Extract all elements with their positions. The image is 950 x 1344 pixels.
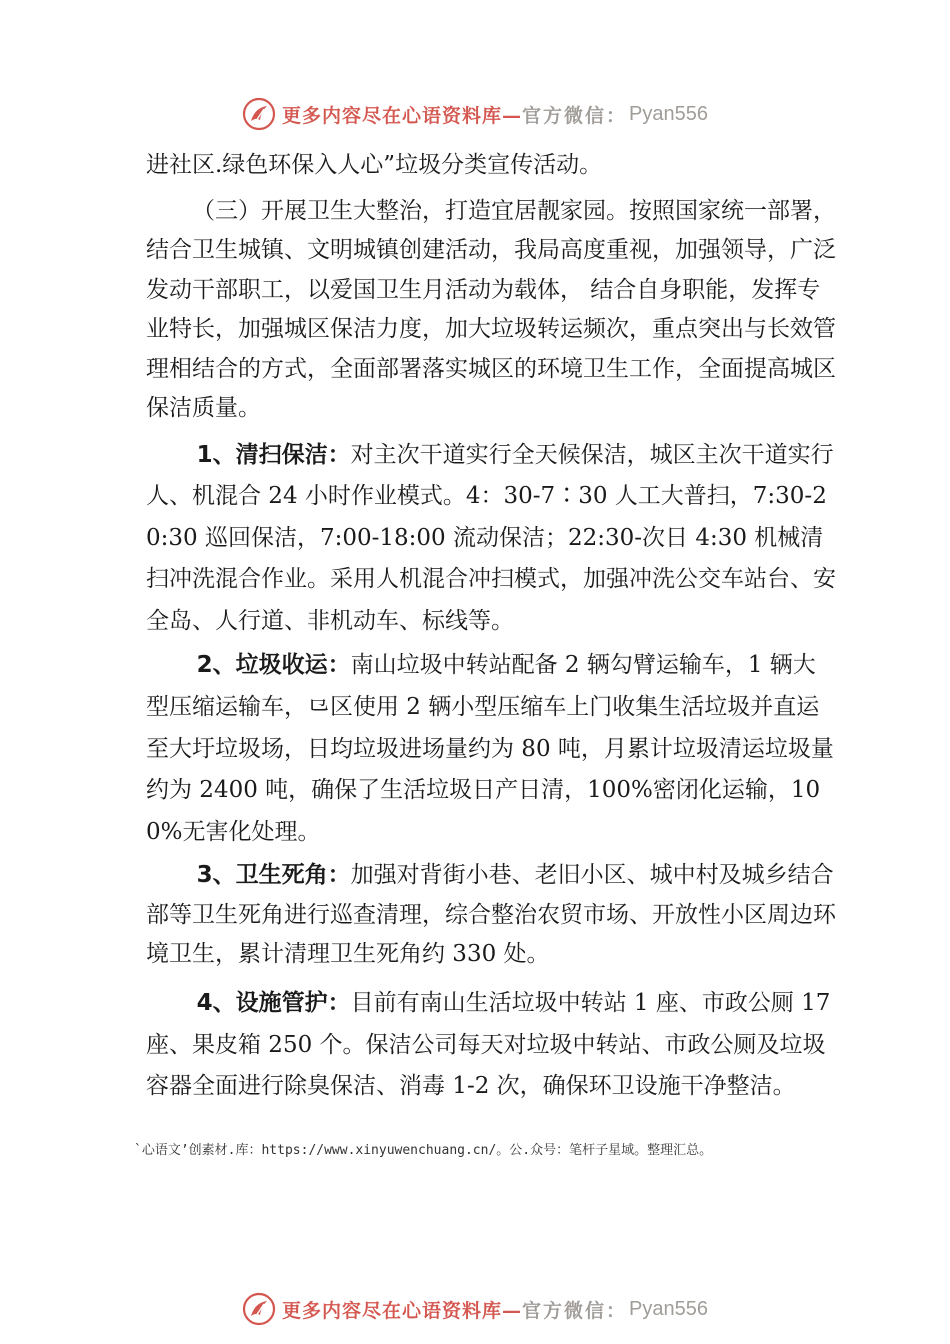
document-body <box>146 146 836 1108</box>
item-3-heading: 3、卫生死角： <box>196 862 351 889</box>
source-credit-line: `心语文’创素材.库：https://www.xinyuwenchuang.cn/。公.众号：笔杆子星域。整理汇总。 <box>134 1143 713 1158</box>
banner-wechat-id: Pyan556 <box>629 1297 708 1320</box>
banner-wechat-id: Pyan556 <box>629 102 708 125</box>
paragraph-item-1 <box>146 435 836 643</box>
banner-text: 更多内容尽在心语资料库— <box>282 104 523 127</box>
item-4-text: 目前有南山生活垃圾中转站 1 座、市政公厕 17 座、果皮箱 250 个。保洁公司每天对垃圾中转站、市政公厕及垃圾容器全面进行除臭保洁、消毒 1-2 次，确保环卫设施干净整洁。 <box>146 989 831 1100</box>
paragraph-item-2 <box>146 645 836 853</box>
item-1-heading: 1、清扫保洁： <box>196 441 351 468</box>
item-2-heading: 2、垃圾收运： <box>196 652 351 679</box>
paragraph-continuation: 进社区.绿色环保入人心”垃圾分类宣传活动。 <box>146 152 603 178</box>
paragraph-item-4 <box>146 983 836 1108</box>
paragraph-item-3 <box>146 856 836 975</box>
item-3-text: 加强对背街小巷、老旧小区、城中村及城乡结合部等卫生死角进行巡查清理，综合整治农贸市场、开放性小区周边环境卫生，累计清理卫生死角约 330 处。 <box>146 862 836 968</box>
footer-banner <box>0 1289 950 1329</box>
item-1-text: 对主次干道实行全天候保洁，城区主次干道实行人、机混合 24 小时作业模式。4：30-7∶30 人工大普扫，7:30-20:30 巡回保洁，7:00-18:00 流动保洁；22:30-次日 4:30 机械清扫冲洗混合作业。采用人机混合冲扫模式，加强冲洗公交车站台、安全岛、人行道、非机动车、标线等。 <box>146 441 836 634</box>
item-2-text: 南山垃圾中转站配备 2 辆勾臂运输车，1 辆大型压缩运输车，⺋区使用 2 辆小型压缩车上门收集生活垃圾并直运至大圩垃圾场，日均垃圾进场量约为 80 吨，月累计垃圾清运垃圾量约为 2400 吨，确保了生活垃圾日产日清，100%密闭化运输，100%无害化处理。 <box>146 652 834 845</box>
banner-wechat-label: 官方微信： <box>522 1299 628 1322</box>
red-circle-logo-icon <box>242 1292 276 1326</box>
header-banner <box>0 94 950 134</box>
banner-wechat-label: 官方微信： <box>522 104 628 127</box>
red-circle-logo-icon <box>242 97 276 131</box>
paragraph-section-3: （三）开展卫生大整治，打造宜居靓家园。按照国家统一部署，结合卫生城镇、文明城镇创建活动，我局高度重视，加强领导，广泛发动干部职工，以爱国卫生月活动为载体， 结合自身职能，发挥专业特长，加强城区保洁力度，加大垃圾转运频次，重点突出与长效管理相结合的方式，全面部署落实城区的环境卫生工作，全面提高城区保洁质量。 <box>146 197 836 421</box>
banner-text: 更多内容尽在心语资料库— <box>282 1299 523 1322</box>
item-4-heading: 4、设施管护： <box>196 989 351 1016</box>
